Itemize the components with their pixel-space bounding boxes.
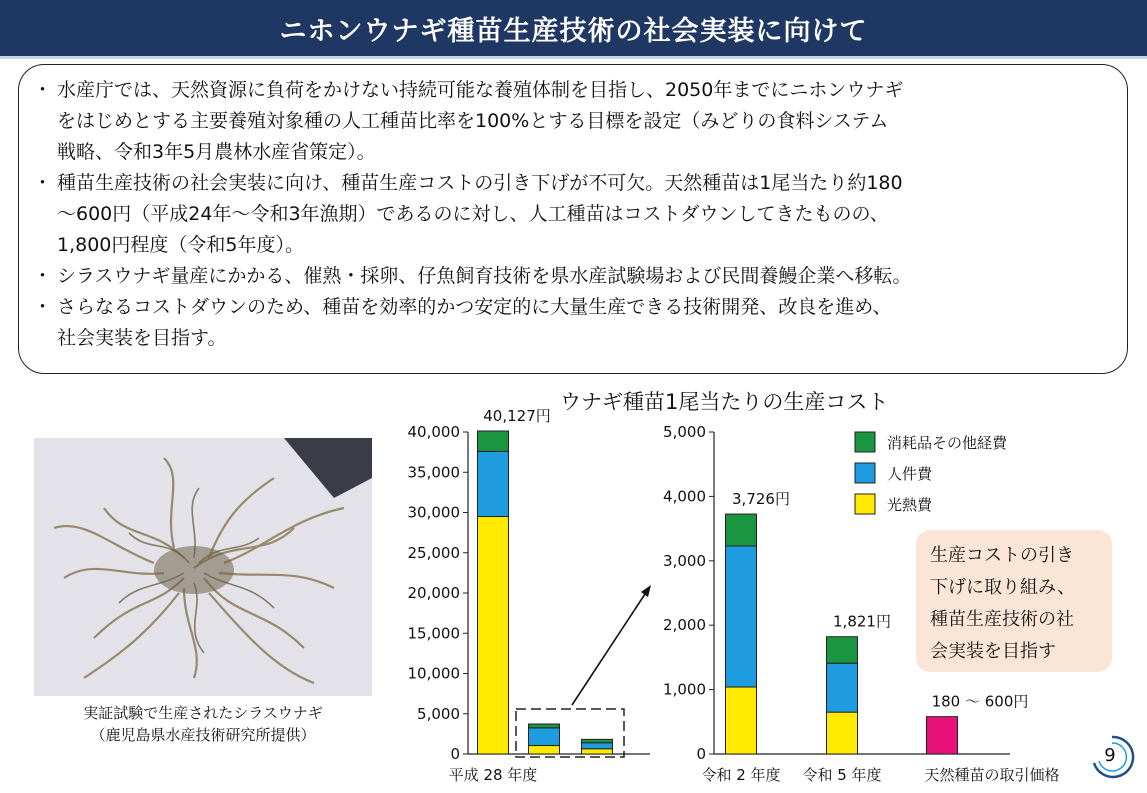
y-tick-label: 2,000 xyxy=(663,616,706,635)
chart-title: ウナギ種苗1尾当たりの生産コスト xyxy=(560,390,889,414)
y-tick-label: 30,000 xyxy=(407,503,460,522)
bar-segment xyxy=(827,663,858,712)
bar-segment xyxy=(827,637,858,663)
legend-label: 人件費 xyxy=(887,465,933,483)
title-bar xyxy=(0,0,1147,59)
y-tick-label: 15,000 xyxy=(407,624,460,643)
bar-segment xyxy=(927,717,958,754)
y-tick-label: 1,000 xyxy=(663,680,706,699)
y-tick-label: 5,000 xyxy=(417,704,460,723)
photo-caption xyxy=(34,702,372,746)
bar-total-label: 3,726円 xyxy=(732,490,790,509)
summary-box xyxy=(18,64,1128,374)
y-tick-label: 4,000 xyxy=(663,487,706,506)
summary-bullet xyxy=(41,261,1107,292)
page-title: ニホンウナギ種苗生産技術の社会実装に向けて xyxy=(279,15,868,47)
y-tick-label: 25,000 xyxy=(407,543,460,562)
callout-line: 下げに取り組み、 xyxy=(930,577,1076,598)
bar-segment xyxy=(827,712,858,754)
summary-bullet xyxy=(41,75,1107,168)
bar-segment xyxy=(582,749,613,754)
bar-segment xyxy=(478,517,509,754)
page-number: 9 xyxy=(1104,745,1116,766)
y-tick-label: 10,000 xyxy=(407,664,460,683)
zoom-arrowhead xyxy=(641,585,651,597)
bar-total-label: 40,127円 xyxy=(483,406,551,425)
bar-segment xyxy=(478,451,509,516)
y-tick-label: 20,000 xyxy=(407,584,460,602)
bar-segment xyxy=(529,728,560,746)
legend-label: 消耗品その他経費 xyxy=(887,434,1008,452)
y-tick-label: 3,000 xyxy=(663,551,706,570)
summary-bullet-line: 社会実装を目指す。 xyxy=(57,327,227,349)
bar-segment xyxy=(726,687,757,754)
x-category-label: 令和 2 年度 xyxy=(701,766,781,784)
summary-bullets xyxy=(41,75,1107,354)
bar-segment xyxy=(529,746,560,754)
summary-bullet-line: ・ シラスウナギ量産にかかる、催熟・採卵、仔魚飼育技術を県水産試験場および民間養鰻企業へ移転。 xyxy=(57,265,912,287)
bar-total-label: 180 ～ 600円 xyxy=(931,692,1029,711)
legend-label: 光熱費 xyxy=(887,496,933,514)
bar-total-label: 1,821円 xyxy=(833,612,891,631)
summary-bullet-line: ・ 種苗生産技術の社会実装に向け、種苗生産コストの引き下げが不可欠。天然種苗は1尾当たり約180 xyxy=(57,172,903,194)
goal-callout xyxy=(916,530,1112,672)
summary-bullet-line: 1,800円程度（令和5年度）。 xyxy=(57,234,304,256)
callout-line: 会実装を目指す xyxy=(930,641,1056,662)
y-tick-label: 35,000 xyxy=(407,463,460,482)
photo-caption-line2: （鹿児島県水産技術研究所提供） xyxy=(90,726,316,744)
glass-eel-photo-image xyxy=(34,438,372,696)
summary-bullet-line: 戦略、令和3年5月農林水産省策定）。 xyxy=(57,141,376,163)
bar-segment xyxy=(582,743,613,749)
x-category-label: 平成 28 年度 xyxy=(448,766,538,784)
y-tick-label: 40,000 xyxy=(407,423,460,441)
zoom-arrow-line xyxy=(572,591,647,705)
page-number-badge xyxy=(1088,733,1136,781)
summary-bullet xyxy=(41,292,1107,354)
callout-line: 種苗生産技術の社 xyxy=(930,609,1074,630)
bar-segment xyxy=(726,514,757,546)
photo-caption-line1: 実証試験で生産されたシラスウナギ xyxy=(83,704,323,722)
x-category-label: 令和 5 年度 xyxy=(802,766,882,784)
summary-bullet-line: ・ さらなるコストダウンのため、種苗を効率的かつ安定的に大量生産できる技術開発、改良を進め、 xyxy=(57,296,892,318)
legend-swatch xyxy=(855,494,875,514)
bar-segment xyxy=(529,724,560,728)
y-tick-label: 0 xyxy=(450,745,460,763)
glass-eel-photo xyxy=(34,438,372,696)
zoom-inset-box xyxy=(516,709,624,757)
bar-segment xyxy=(726,546,757,687)
y-tick-label: 5,000 xyxy=(663,423,706,441)
callout-line: 生産コストの引き xyxy=(930,545,1074,566)
x-category-label: 天然種苗の取引価格 xyxy=(924,766,1060,784)
summary-bullet-line: ～600円（平成24年～令和3年漁期）であるのに対し、人工種苗はコストダウンしてきたものの、 xyxy=(57,203,889,225)
legend-swatch xyxy=(855,463,875,483)
bar-segment xyxy=(478,431,509,451)
legend-swatch xyxy=(855,432,875,452)
y-tick-label: 0 xyxy=(696,745,706,763)
bar-segment xyxy=(582,739,613,742)
summary-bullet xyxy=(41,168,1107,261)
summary-bullet-line: をはじめとする主要養殖対象種の人工種苗比率を100%とする目標を設定（みどりの食料システム xyxy=(57,110,889,132)
summary-bullet-line: ・ 水産庁では、天然資源に負荷をかけない持続可能な養殖体制を目指し、2050年までにニホンウナギ xyxy=(57,79,904,101)
